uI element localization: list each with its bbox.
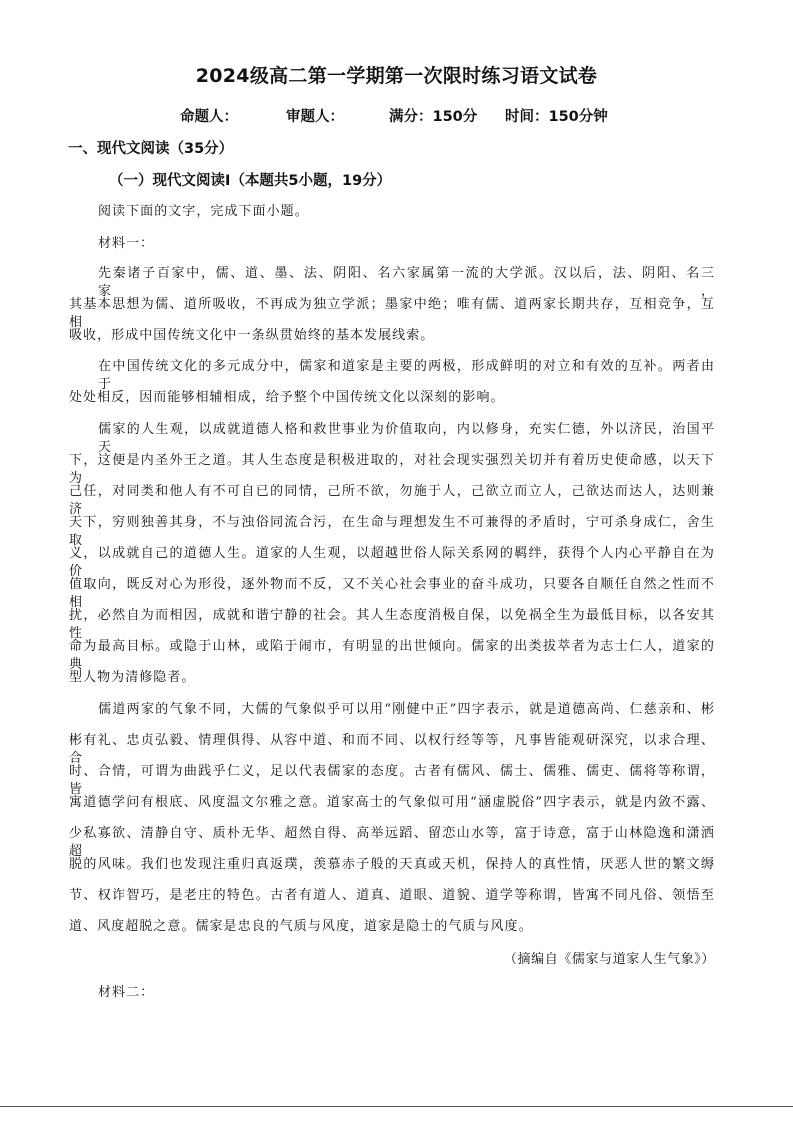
section-heading: 一、现代文阅读（35分） (68, 141, 234, 157)
paragraph-line: 型人物为清修隐者。 (69, 670, 196, 685)
paragraph-line: 义，以成就自己的道德人生。道家的人生观，以超越世俗人际关系网的羁绊，获得个人内心平静自在为价 (69, 546, 715, 579)
material1-label: 材料一： (98, 236, 155, 251)
paragraph-line: 少私寡欲、清静自守、质朴无华、超然自得、高举远蹈、留恋山水等，富于诗意，富于山林隐逸和潇洒超 (69, 826, 715, 859)
paragraph-line: 彬有礼、忠贞弘毅、情理俱得、从容中道、和而不同、以权行经等等，凡事皆能观研深究，以求合理、合 (69, 733, 715, 766)
paragraph-line: 天下，穷则独善其身，不与浊俗同流合污，在生命与理想发生不可兼得的矛盾时，宁可杀身成仁，舍生取 (69, 515, 715, 548)
paragraph-line: 扰，必然自为而相因，成就和谐宁静的社会。其人生态度消极自保，以免祸全生为最低目标，以各安其性 (69, 608, 715, 641)
paragraph-line: 节、权诈智巧，是老庄的特色。古者有道人、道真、道眼、道貌、道学等称谓，皆寓不同凡俗、领悟至 (69, 888, 715, 903)
paragraph-line: 时、合情，可谓为曲践乎仁义，足以代表儒家的态度。古者有儒风、儒士、儒雅、儒吏、儒将等称谓，皆 (69, 764, 715, 797)
sub-heading: （一）现代文阅读Ⅰ（本题共5小题，19分） (109, 173, 392, 189)
paragraph-line: 脱的风味。我们也发现注重归真返璞，羡慕赤子般的天真或天机，保持人的真性情，厌恶人世的繁文缛 (69, 857, 715, 872)
reviewer-label: 审题人： (286, 109, 344, 125)
paragraph-line: 儒道两家的气象不同，大儒的气象似乎可以用“刚健中正”四字表示，就是道德高尚、仁慈亲和、彬 (98, 702, 715, 717)
material2-label: 材料二： (98, 985, 155, 1000)
exam-time: 时间：150分钟 (505, 109, 608, 125)
paragraph-line: 其基本思想为儒、道所吸收，不再成为独立学派；墨家中绝；唯有儒、道两家长期共存，互相竞争，互相 (69, 297, 715, 330)
source-citation: （摘编自《儒家与道家人生气象》） (503, 952, 715, 967)
paragraph-line: 儒家的人生观，以成就道德人格和救世事业为价值取向，内以修身，充实仁德，外以济民，治国平天 (98, 422, 715, 455)
paragraph-line: 在中国传统文化的多元成分中，儒家和道家是主要的两极，形成鲜明的对立和有效的互补。两者由于 (98, 359, 715, 392)
paragraph-line: 处处相反，因而能够相辅相成，给予整个中国传统文化以深刻的影响。 (69, 390, 505, 405)
paragraph-line: 下，这便是内圣外王之道。其人生态度是积极进取的，对社会现实强烈关切并有着历史使命感，以天下为 (69, 453, 715, 486)
paragraph-line: 寓道德学问有根底、风度温文尔雅之意。道家高士的气象似可用“涵虚脱俗”四字表示，就是内敛不露、 (69, 795, 715, 810)
paragraph-line: 先秦诸子百家中，儒、道、墨、法、阴阳、名六家属第一流的大学派。汉以后，法、阴阳、名三家， (98, 266, 715, 299)
paragraph-line: 吸收，形成中国传统文化中一条纵贯始终的基本发展线索。 (69, 328, 435, 343)
page-bottom-rule (0, 1106, 793, 1107)
paragraph-line: 命为最高目标。或隐于山林，或陷于闹市，有明显的出世倾向。儒家的出类拔萃者为志士仁人，道家的典 (69, 639, 715, 672)
full-score: 满分：150分 (389, 109, 478, 125)
paragraph-line: 己任，对同类和他人有不可自已的同情，己所不欲，勿施于人，己欲立而立人，己欲达而达人，达则兼济 (69, 484, 715, 517)
paragraph-line: 值取向，既反对心为形役，逐外物而不反，又不关心社会事业的奋斗成功，只要各自顺任自然之性而不相 (69, 577, 715, 610)
setter-label: 命题人： (180, 109, 238, 125)
exam-title: 2024级高二第一学期第一次限时练习语文试卷 (195, 65, 598, 87)
instruction: 阅读下面的文字，完成下面小题。 (98, 204, 309, 219)
paragraph-line: 道、风度超脱之意。儒家是忠良的气质与风度，道家是隐士的气质与风度。 (69, 919, 533, 934)
